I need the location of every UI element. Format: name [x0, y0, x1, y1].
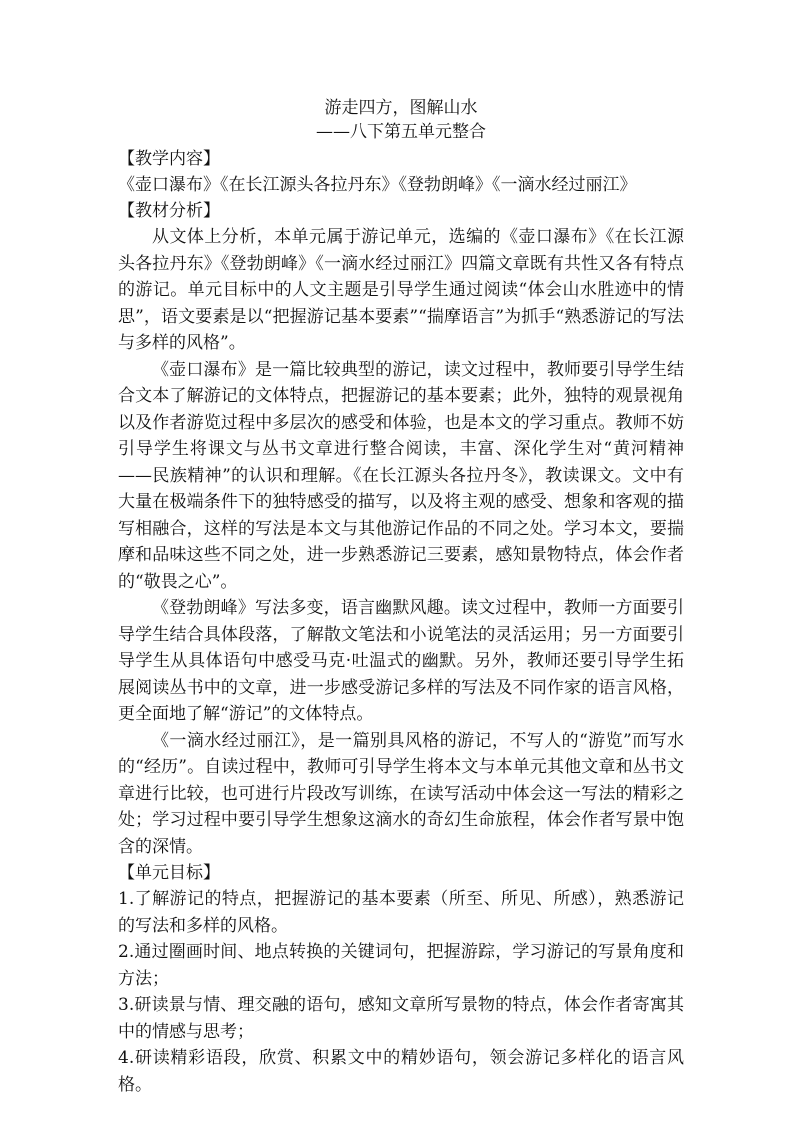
section-heading-goals: 【单元目标】	[118, 863, 220, 883]
analysis-paragraph: 《登勃朗峰》写法多变，语言幽默风趣。读文过程中，教师一方面要引导学生结合具体段落，了解散文笔法和小说笔法的灵活运用；另一方面要引导学生从具体语句中感受马克·吐温式的幽默。另外，教师还要引导学生拓展阅读丛书中的文章，进一步感受游记多样的写法及不同作家的语言风格，更全面地了解“游记”的文体特点。	[118, 598, 684, 724]
goal-item: 3.研读景与情、理交融的语句，感知文章所写景物的特点，体会作者寄寓其中的情感与思考；	[118, 995, 684, 1042]
document-page	[118, 96, 684, 1098]
goal-item: 4.研读精彩语段，欣赏、积累文中的精妙语句，领会游记多样化的语言风格。	[118, 1048, 684, 1095]
content-text: 《壶口瀑布》《在长江源头各拉丹东》《登勃朗峰》《一滴水经过丽江》	[118, 175, 637, 195]
analysis-paragraph: 《壶口瀑布》是一篇比较典型的游记，读文过程中，教师要引导学生结合文本了解游记的文体特点，把握游记的基本要素；此外，独特的观景视角以及作者游览过程中多层次的感受和体验，也是本文的学习重点。教师不妨引导学生将课文与丛书文章进行整合阅读，丰富、深化学生对“黄河精神——民族精神”的认识和理解。《在长江源头各拉丹冬》，教读课文。文中有大量在极端条件下的独特感受的描写，以及将主观的感受、想象和客观的描写相融合，这样的写法是本文与其他游记作品的不同之处。学习本文，要揣摩和品味这些不同之处，进一步熟悉游记三要素，感知景物特点，体会作者的“敬畏之心”。	[118, 359, 684, 592]
section-heading-analysis: 【教材分析】	[118, 201, 220, 221]
document-title: 游走四方，图解山水	[324, 98, 478, 118]
goal-item: 1.了解游记的特点，把握游记的基本要素（所至、所见、所感），熟悉游记的写法和多样的风格。	[118, 889, 684, 936]
section-heading-content: 【教学内容】	[118, 149, 220, 169]
document-subtitle: ——八下第五单元整合	[316, 122, 486, 142]
analysis-paragraph: 从文体上分析，本单元属于游记单元，选编的《壶口瀑布》《在长江源头各拉丹东》《登勃朗峰》《一滴水经过丽江》四篇文章既有共性又各有特点的游记。单元目标中的人文主题是引导学生通过阅读“体会山水胜迹中的情思”，语文要素是以“把握游记基本要素”“揣摩语言”为抓手“熟悉游记的写法与多样的风格”。	[118, 227, 684, 353]
analysis-paragraph: 《一滴水经过丽江》，是一篇别具风格的游记，不写人的“游览”而写水的“经历”。自读过程中，教师可引导学生将本文与本单元其他文章和丛书文章进行比较，也可进行片段改写训练，在读写活动中体会这一写法的精彩之处；学习过程中要引导学生想象这滴水的奇幻生命旅程，体会作者写景中饱含的深情。	[118, 730, 684, 857]
goal-item: 2.通过圈画时间、地点转换的关键词句，把握游踪，学习游记的写景角度和方法；	[118, 942, 684, 989]
